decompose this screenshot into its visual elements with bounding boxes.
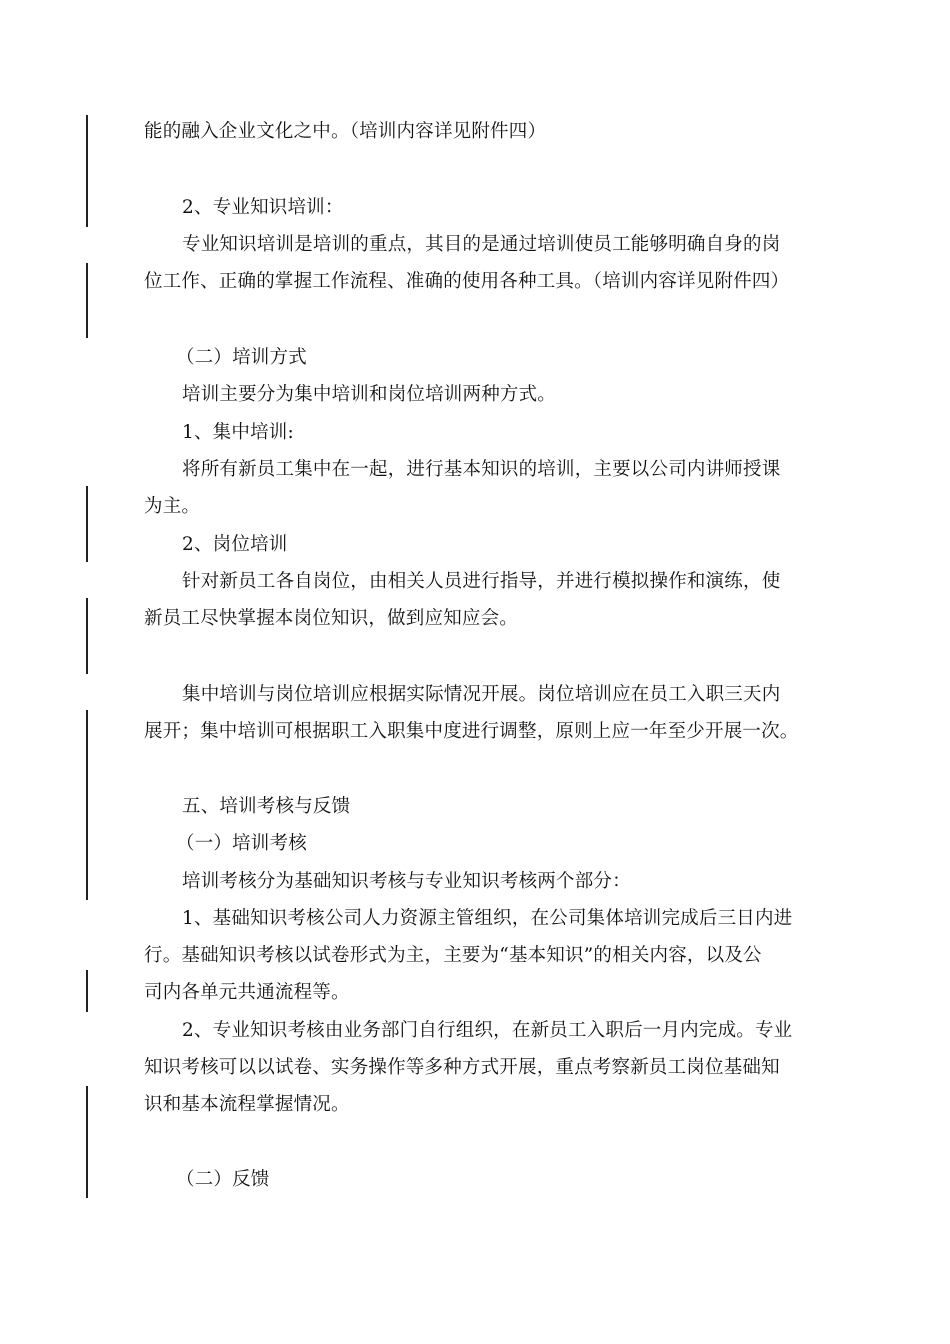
body-line: 专业知识培训是培训的重点，其目的是通过培训使员工能够明确自身的岗 <box>182 234 781 255</box>
revision-bar <box>86 970 88 1012</box>
section-heading: 2、岗位培训 <box>182 534 288 555</box>
body-line: 新员工尽快掌握本岗位知识，做到应知应会。 <box>144 608 519 629</box>
body-line: 培训主要分为集中培训和岗位培训两种方式。 <box>182 384 557 405</box>
body-line: 能的融入企业文化之中。（培训内容详见附件四） <box>144 121 547 142</box>
body-line: 知识考核可以以试卷、实务操作等多种方式开展，重点考察新员工岗位基础知 <box>144 1057 780 1078</box>
section-heading: 2、专业知识培训： <box>182 197 344 218</box>
section-heading: 1、集中培训: <box>182 422 294 443</box>
body-line: 针对新员工各自岗位，由相关人员进行指导，并进行模拟操作和演练，使 <box>182 571 781 592</box>
revision-bar <box>86 598 88 674</box>
revision-bar <box>86 263 88 338</box>
section-heading: （二）反馈 <box>176 1169 270 1190</box>
revision-bar <box>86 1086 88 1198</box>
body-line: 位工作、正确的掌握工作流程、准确的使用各种工具。（培训内容详见附件四） <box>144 271 790 292</box>
revision-bar <box>86 486 88 562</box>
section-heading: （一）培训考核 <box>176 833 307 854</box>
revision-bar <box>86 710 88 900</box>
body-line: 司内各单元共通流程等。 <box>144 982 350 1003</box>
chapter-heading: 五、培训考核与反馈 <box>182 796 351 817</box>
body-line: 2、专业知识考核由业务部门自行组织，在新员工入职后一月内完成。专业 <box>182 1020 793 1041</box>
body-line: 行。基础知识考核以试卷形式为主，主要为“基本知识”的相关内容，以及公 <box>144 945 762 966</box>
revision-bar <box>86 115 88 227</box>
body-line: 将所有新员工集中在一起，进行基本知识的培训，主要以公司内讲师授课 <box>182 459 781 480</box>
body-line: 识和基本流程掌握情况。 <box>144 1094 350 1115</box>
body-line: 培训考核分为基础知识考核与专业知识考核两个部分： <box>182 871 631 892</box>
body-line: 1、基础知识考核公司人力资源主管组织，在公司集体培训完成后三日内进 <box>182 908 793 929</box>
body-line: 集中培训与岗位培训应根据实际情况开展。岗位培训应在员工入职三天内 <box>182 684 781 705</box>
body-line: 展开；集中培训可根据职工入职集中度进行调整，原则上应一年至少开展一次。 <box>144 721 799 742</box>
section-heading: （二）培训方式 <box>176 347 307 368</box>
body-line: 为主。 <box>144 496 201 517</box>
